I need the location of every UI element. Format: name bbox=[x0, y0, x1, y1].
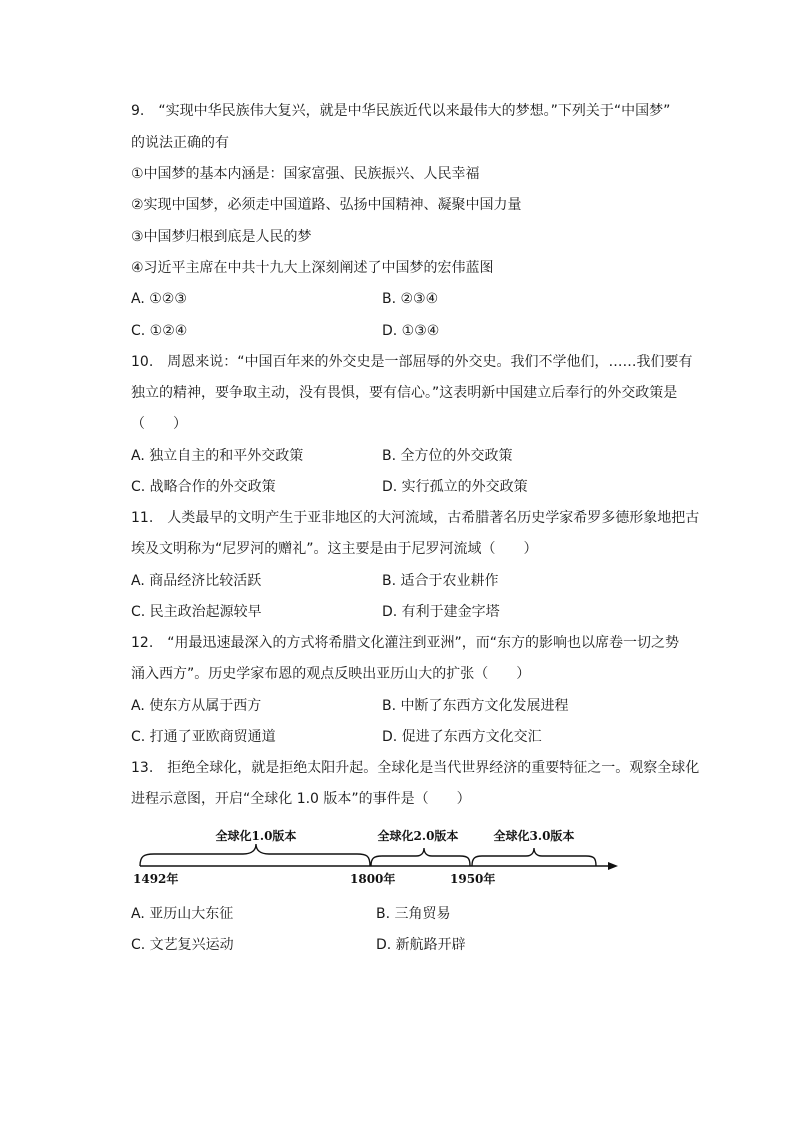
q9-option-a[interactable]: A. ①②③ bbox=[131, 291, 187, 307]
q9-option-b[interactable]: B. ②③④ bbox=[382, 291, 439, 307]
q12-stem-line2: 涌入西方”。历史学家布恩的观点反映出亚历山大的扩张（ ） bbox=[131, 666, 531, 682]
timeline-label-3: 全球化3.0版本 bbox=[493, 829, 575, 843]
q11-stem-line2: 埃及文明称为“尼罗河的赠礼”。这主要是由于尼罗河流域（ ） bbox=[131, 541, 538, 557]
q9-item-1: ①中国梦的基本内涵是：国家富强、民族振兴、人民幸福 bbox=[131, 166, 480, 182]
q11-option-c[interactable]: C. 民主政治起源较早 bbox=[131, 604, 262, 620]
globalization-timeline-diagram bbox=[130, 820, 620, 890]
q11-option-d[interactable]: D. 有利于建金字塔 bbox=[382, 604, 500, 620]
q9-option-d[interactable]: D. ①③④ bbox=[382, 323, 440, 339]
q10-option-b[interactable]: B. 全方位的外交政策 bbox=[382, 448, 513, 464]
q10-option-a[interactable]: A. 独立自主的和平外交政策 bbox=[131, 448, 304, 464]
q12-option-a[interactable]: A. 使东方从属于西方 bbox=[131, 698, 262, 714]
q11-option-a[interactable]: A. 商品经济比较活跃 bbox=[131, 573, 262, 589]
q9-item-4: ④习近平主席在中共十九大上深刻阐述了中国梦的宏伟蓝图 bbox=[131, 260, 494, 276]
q12-option-d[interactable]: D. 促进了东西方文化交汇 bbox=[382, 729, 542, 745]
q9-item-3: ③中国梦归根到底是人民的梦 bbox=[131, 229, 312, 245]
q13-option-c[interactable]: C. 文艺复兴运动 bbox=[131, 937, 234, 953]
timeline-arrow-icon bbox=[608, 862, 618, 870]
timeline-year-1800: 1800年 bbox=[350, 872, 396, 886]
q13-stem-line1: 13. 拒绝全球化，就是拒绝太阳升起。全球化是当代世界经济的重要特征之一。观察全球化 bbox=[131, 760, 700, 776]
timeline-label-1: 全球化1.0版本 bbox=[215, 829, 297, 843]
q12-stem-line1: 12. “用最迅速最深入的方式将希腊文化灌注到亚洲”，而“东方的影响也以席卷一切之势 bbox=[131, 635, 680, 651]
q13-option-a[interactable]: A. 亚历山大东征 bbox=[131, 906, 234, 922]
q11-option-b[interactable]: B. 适合于农业耕作 bbox=[382, 573, 499, 589]
timeline-year-1950: 1950年 bbox=[450, 872, 496, 886]
q13-option-d[interactable]: D. 新航路开辟 bbox=[376, 937, 466, 953]
q9-stem-line1: 9. “实现中华民族伟大复兴，就是中华民族近代以来最伟大的梦想。”下列关于“中国梦” bbox=[131, 103, 671, 119]
brace-2 bbox=[371, 848, 470, 866]
q10-option-d[interactable]: D. 实行孤立的外交政策 bbox=[382, 479, 528, 495]
q9-option-c[interactable]: C. ①②④ bbox=[131, 323, 188, 339]
timeline-year-1492: 1492年 bbox=[133, 872, 179, 886]
q12-option-b[interactable]: B. 中断了东西方文化发展进程 bbox=[382, 698, 569, 714]
q12-option-c[interactable]: C. 打通了亚欧商贸通道 bbox=[131, 729, 276, 745]
q13-stem-line2: 进程示意图，开启“全球化 1.0 版本”的事件是（ ） bbox=[131, 791, 471, 807]
q13-option-b[interactable]: B. 三角贸易 bbox=[376, 906, 451, 922]
q11-stem-line1: 11. 人类最早的文明产生于亚非地区的大河流域，古希腊著名历史学家希罗多德形象地把古 bbox=[131, 510, 700, 526]
q10-option-c[interactable]: C. 战略合作的外交政策 bbox=[131, 479, 276, 495]
q10-stem-line2: 独立的精神，要争取主动，没有畏惧，要有信心。”这表明新中国建立后奉行的外交政策是 bbox=[131, 385, 678, 401]
q10-stem-line3: （ ） bbox=[131, 416, 187, 432]
q9-item-2: ②实现中国梦，必须走中国道路、弘扬中国精神、凝聚中国力量 bbox=[131, 197, 522, 213]
brace-1 bbox=[140, 844, 370, 866]
q9-stem-line2: 的说法正确的有 bbox=[131, 135, 229, 151]
brace-3 bbox=[472, 848, 596, 866]
q10-stem-line1: 10. 周恩来说：“中国百年来的外交史是一部屈辱的外交史。我们不学他们，……我们要有 bbox=[131, 354, 693, 370]
timeline-label-2: 全球化2.0版本 bbox=[377, 829, 459, 843]
